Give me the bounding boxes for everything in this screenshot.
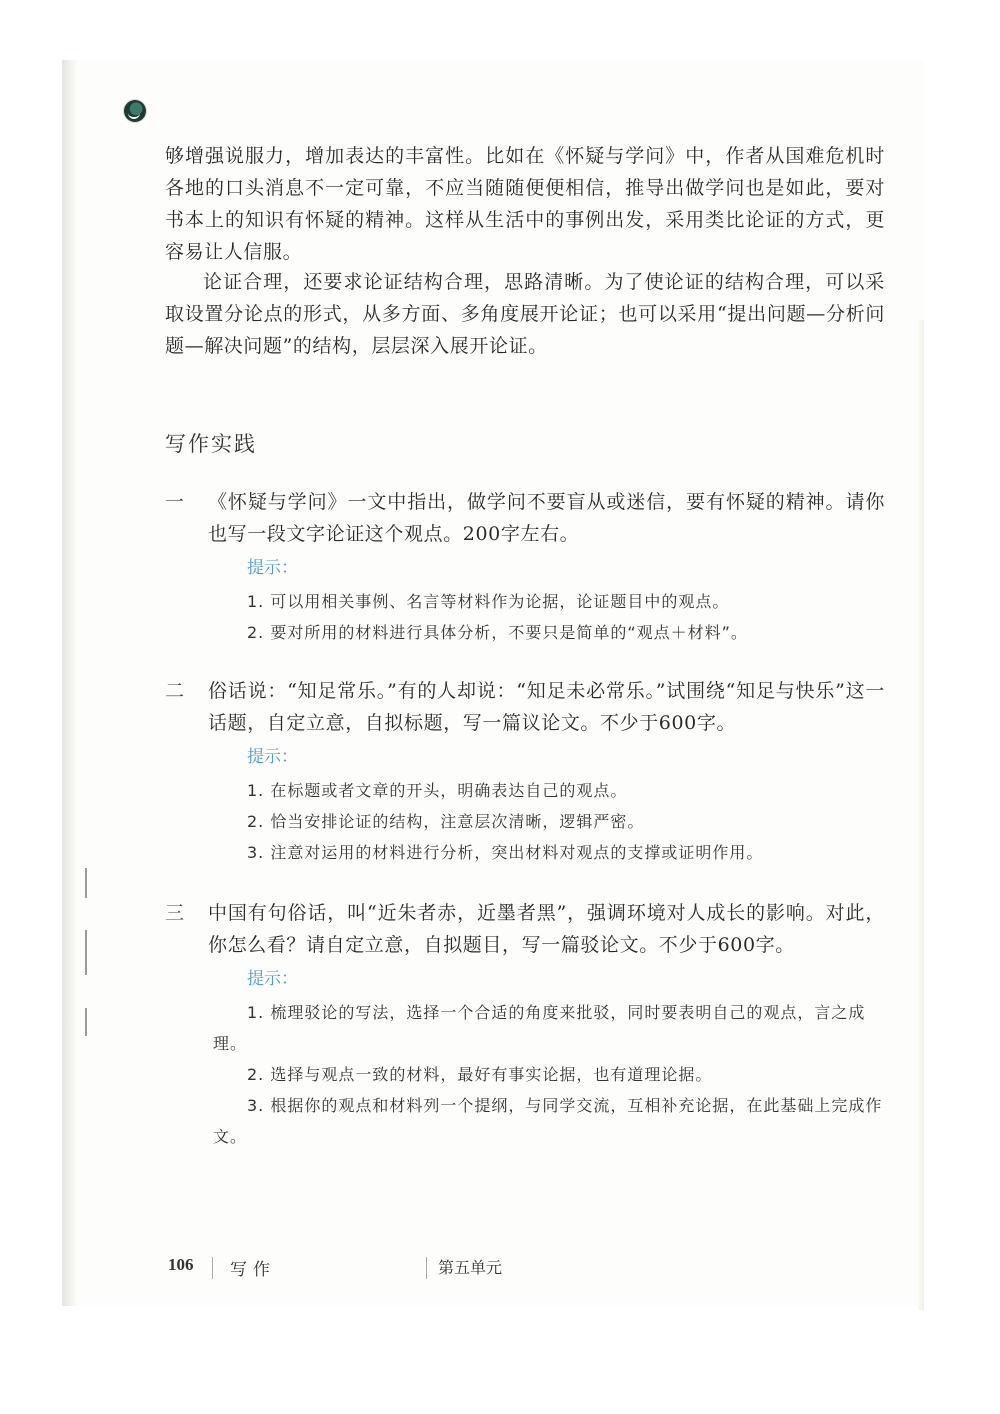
hint-item: 2. 选择与观点一致的材料，最好有事实论据，也有道理论据。 [247, 1065, 713, 1084]
hint-item: 2. 恰当安排论证的结构，注意层次清晰，逻辑严密。 [247, 812, 645, 831]
page-number: 106 [168, 1255, 194, 1274]
footer-section: 写作 [230, 1260, 276, 1280]
intro-paragraph-2: 论证合理，还要求论证结构合理，思路清晰。为了使论证的结构合理，可以采取设置分论点的形式，从多方面、多角度展开论证；也可以采用“提出问题—分析问题—解决问题”的结构，层层深入展开论证。 [165, 271, 885, 357]
exercise-1 [165, 486, 885, 648]
footer-divider [426, 1257, 427, 1279]
hint-item: 1. 梳理驳论的写法，选择一个合适的角度来批驳，同时要表明自己的观点，言之成理。 [213, 1003, 866, 1053]
hint-item: 3. 注意对运用的材料进行分析，突出材料对观点的支撑或证明作用。 [247, 843, 764, 862]
page-edge-shadow [918, 320, 924, 1310]
exercise-prompt: 俗话说：“知足常乐。”有的人却说：“知足未必常乐。”试围绕“知足与快乐”这一话题，自定立意，自拟标题，写一篇议论文。不少于600字。 [208, 680, 885, 734]
exercise-number: 一 [165, 491, 185, 513]
hint-label: 提示： [247, 747, 298, 767]
margin-mark [85, 930, 87, 975]
section-title: 写作实践 [165, 432, 257, 456]
hint-item: 2. 要对所用的材料进行具体分析，不要只是简单的“观点＋材料”。 [247, 623, 748, 642]
intro-paragraph-1: 够增强说服力，增加表达的丰富性。比如在《怀疑与学问》中，作者从国难危机时各地的口头消息不一定可靠，不应当随随便便相信，推导出做学问也是如此，要对书本上的知识有怀疑的精神。这样从生活中的事例出发，采用类比论证的方式，更容易让人信服。 [165, 145, 885, 263]
exercise-prompt: 中国有句俗话，叫“近朱者赤，近墨者黑”，强调环境对人成长的影响。对此，你怎么看？请自定立意，自拟题目，写一篇驳论文。不少于600字。 [208, 902, 885, 956]
margin-mark [85, 1008, 87, 1036]
exercise-2 [165, 675, 885, 868]
publisher-logo-icon [124, 100, 146, 122]
page-footer [168, 1255, 768, 1285]
hint-item: 1. 可以用相关事例、名言等材料作为论据，论证题目中的观点。 [247, 592, 730, 611]
hint-item: 3. 根据你的观点和材料列一个提纲，与同学交流，互相补充论据，在此基础上完成作文。 [213, 1096, 883, 1146]
exercise-number: 三 [165, 902, 185, 924]
exercise-prompt: 《怀疑与学问》一文中指出，做学问不要盲从或迷信，要有怀疑的精神。请你也写一段文字论证这个观点。200字左右。 [208, 491, 885, 545]
margin-mark [85, 868, 87, 898]
page-binding-shadow [62, 60, 78, 1306]
exercise-3 [165, 897, 885, 1152]
footer-divider [212, 1257, 213, 1279]
hint-label: 提示： [247, 969, 298, 989]
exercise-number: 二 [165, 680, 185, 702]
hint-label: 提示： [247, 558, 298, 578]
footer-unit: 第五单元 [438, 1258, 503, 1277]
hint-item: 1. 在标题或者文章的开头，明确表达自己的观点。 [247, 781, 628, 800]
